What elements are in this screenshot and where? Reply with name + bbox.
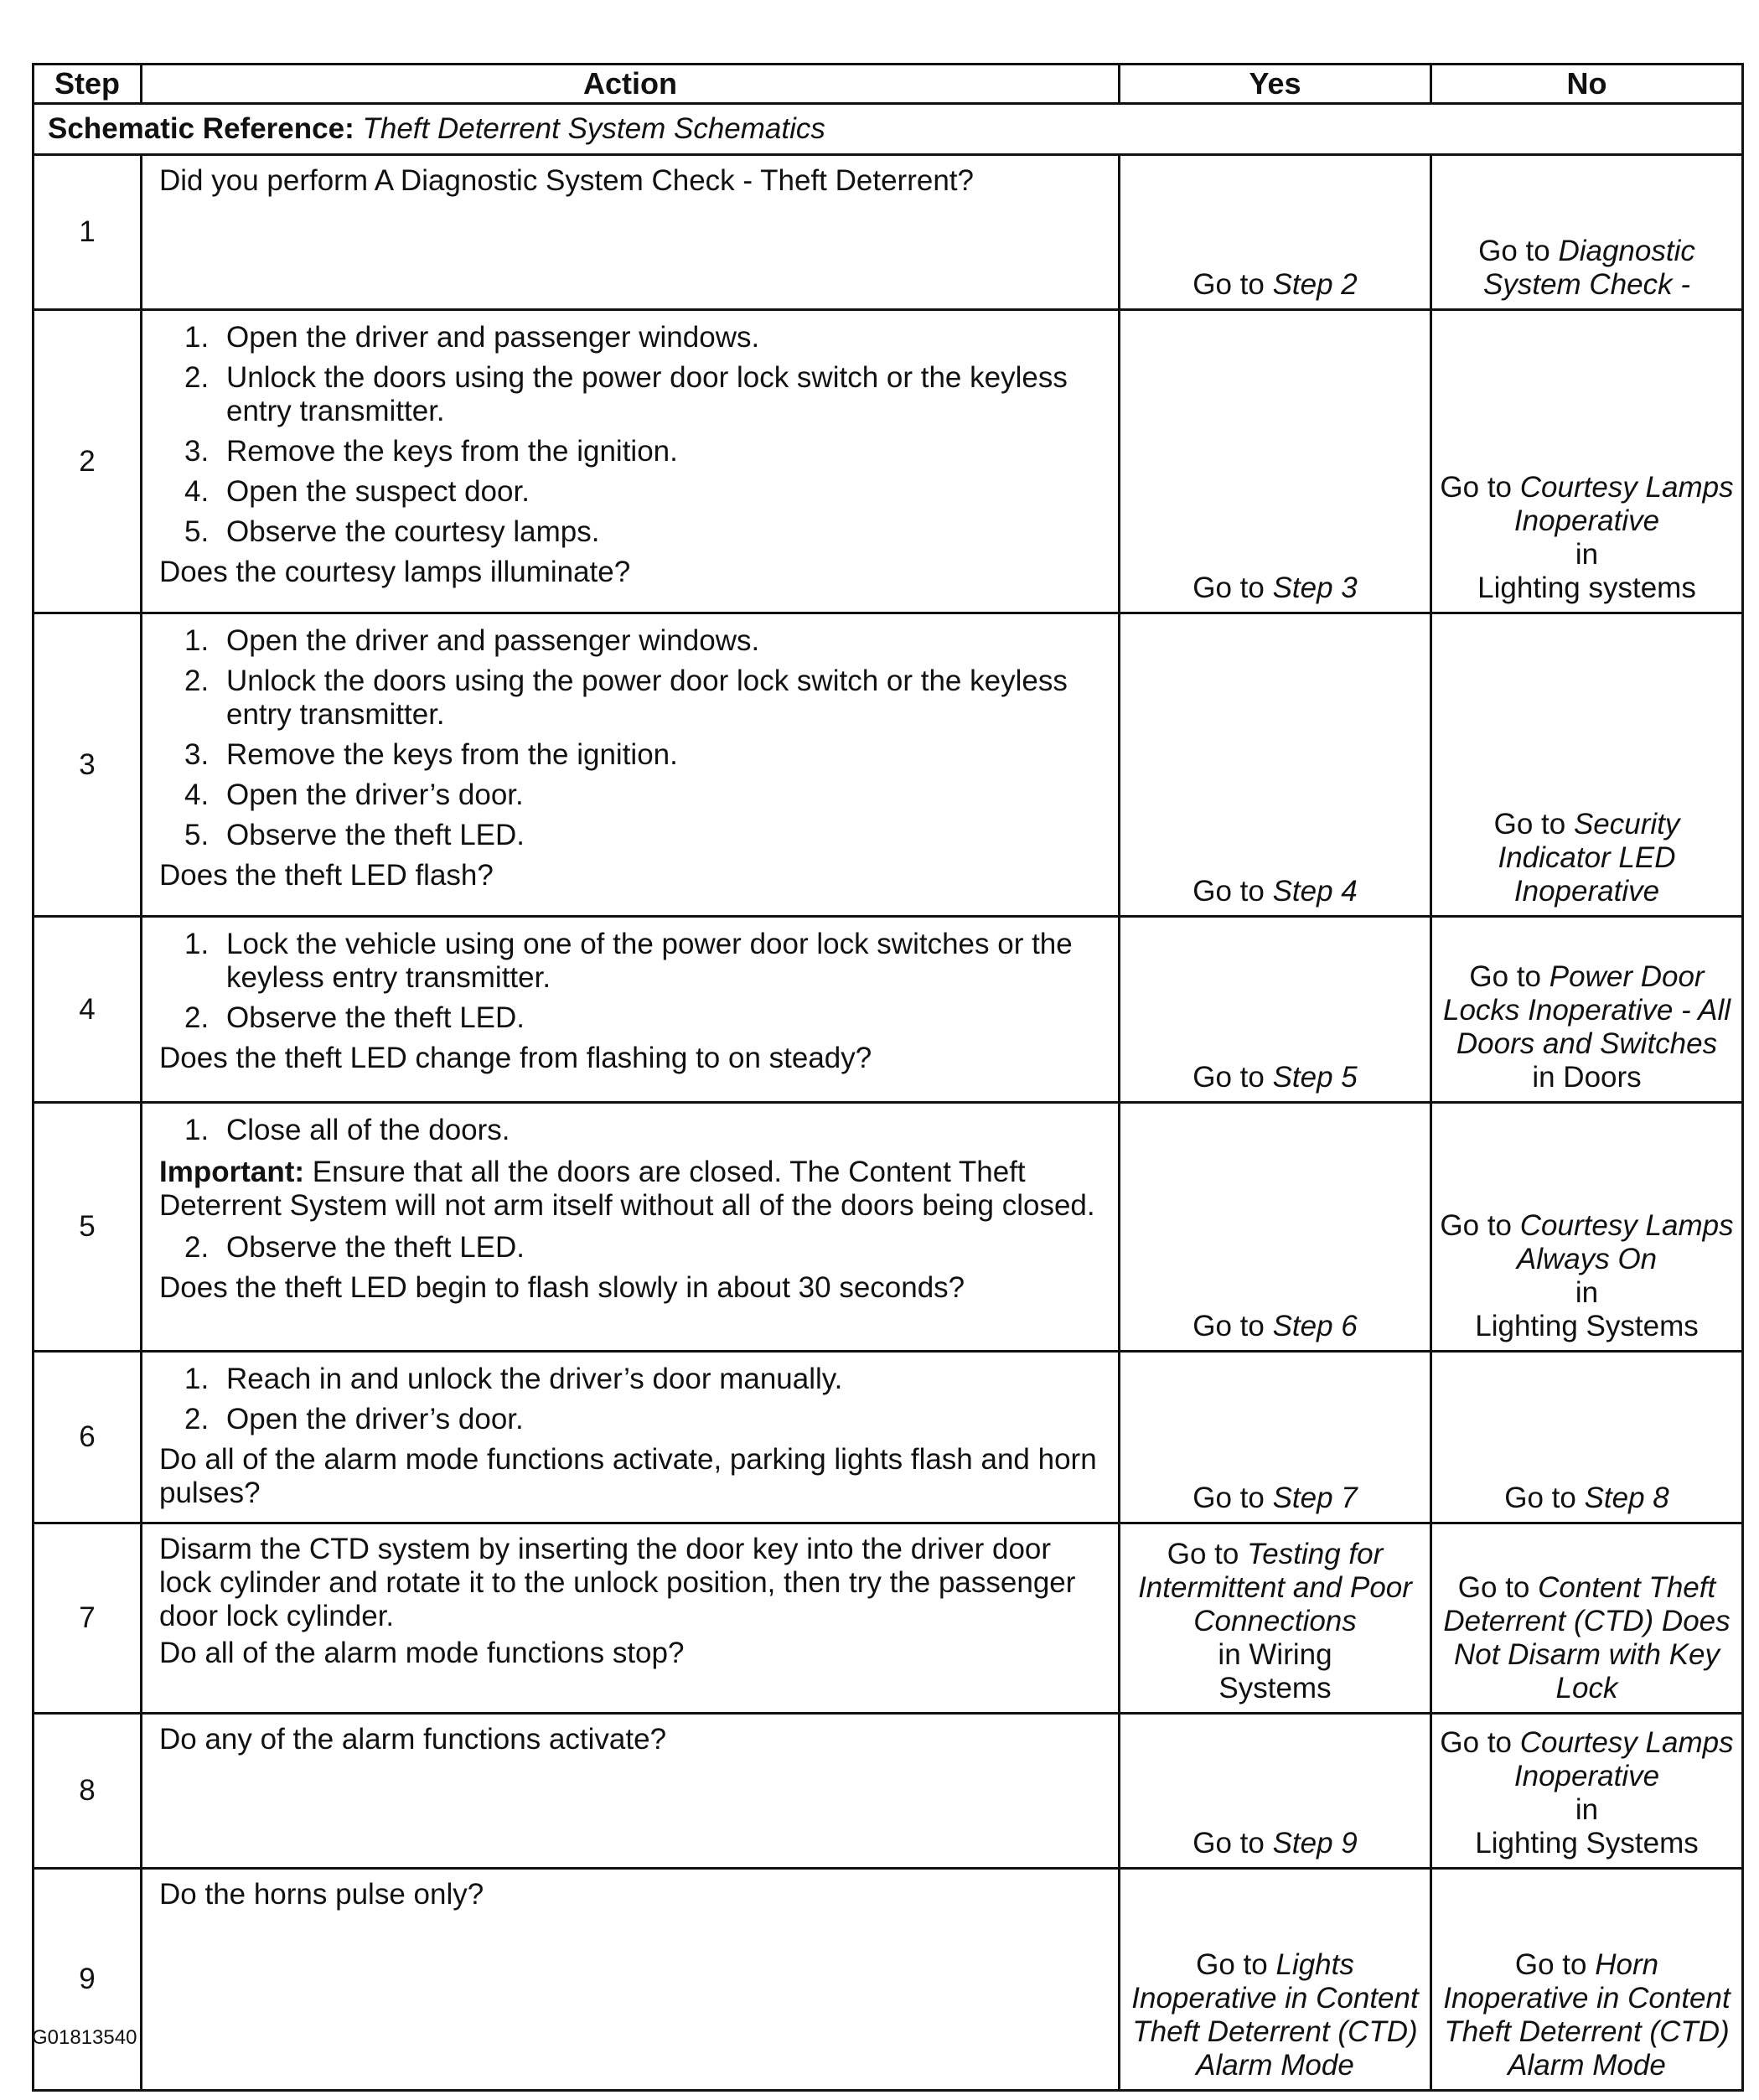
- yes-cell: [1120, 1714, 1431, 1869]
- yes-cell: [1120, 1523, 1431, 1714]
- no-cell: [1431, 1352, 1743, 1523]
- list-item: [159, 435, 1108, 468]
- item-number: 3.: [184, 435, 210, 468]
- header-action: Action: [142, 65, 1120, 104]
- important-label: Important:: [159, 1156, 305, 1188]
- goto-suffix: Lighting Systems: [1475, 1827, 1699, 1859]
- goto-prefix: Go to: [1457, 1571, 1530, 1604]
- goto-suffix: Systems: [1218, 1672, 1332, 1704]
- item-number: 2.: [184, 1231, 210, 1264]
- action-cell: [142, 155, 1120, 310]
- goto-prefix: Go to: [1440, 1726, 1513, 1759]
- table-row: [34, 310, 1743, 613]
- item-number: 1.: [184, 1363, 210, 1395]
- yes-link[interactable]: Lights Inoperative in Content Theft Deterrent (CTD) Alarm Mode: [1131, 1948, 1419, 2082]
- no-cell: [1431, 310, 1743, 613]
- item-text: Unlock the doors using the power door lock switch or the keyless entry transmitter.: [226, 665, 1068, 731]
- item-text: Observe the theft LED.: [226, 1001, 525, 1034]
- goto-prefix: Go to: [1192, 1061, 1265, 1094]
- item-text: Open the suspect door.: [226, 475, 530, 508]
- step-number: 4: [34, 917, 142, 1103]
- no-cell: [1431, 155, 1743, 310]
- list-item: [159, 1403, 1108, 1436]
- action-cell: [142, 1103, 1120, 1352]
- goto-suffix: in Wiring: [1218, 1638, 1332, 1671]
- yes-link[interactable]: Step 2: [1272, 268, 1358, 301]
- no-link[interactable]: Courtesy Lamps Inoperative: [1513, 1726, 1734, 1792]
- goto-prefix: Go to: [1440, 1209, 1513, 1242]
- item-number: 1.: [184, 321, 210, 354]
- question-text: Does the theft LED begin to flash slowly in about 30 seconds?: [159, 1271, 965, 1304]
- list-item: [159, 361, 1108, 428]
- goto-prefix: Go to: [1167, 1538, 1239, 1570]
- item-text: Lock the vehicle using one of the power door lock switches or the keyless entry transmitter.: [226, 928, 1073, 994]
- list-item: [159, 665, 1108, 732]
- no-cell: [1431, 1714, 1743, 1869]
- important-note: [159, 1156, 1108, 1223]
- goto-prefix: Go to: [1192, 572, 1265, 604]
- item-text: Unlock the doors using the power door lock switch or the keyless entry transmitter.: [226, 361, 1068, 427]
- goto-prefix: Go to: [1196, 1948, 1268, 1981]
- yes-cell: [1120, 155, 1431, 310]
- item-number: 5.: [184, 515, 210, 548]
- question-text: Do all of the alarm mode functions stop?: [159, 1637, 685, 1669]
- schematic-reference: [34, 104, 1743, 155]
- yes-cell: [1120, 310, 1431, 613]
- procedure-list: [159, 1114, 1108, 1147]
- step-number: 9: [34, 1869, 142, 2091]
- item-number: 1.: [184, 1114, 210, 1146]
- schematic-reference-row: [34, 104, 1743, 155]
- item-text: Reach in and unlock the driver’s door manually.: [226, 1363, 843, 1395]
- goto-suffix: in: [1575, 1793, 1599, 1826]
- list-item: [159, 819, 1108, 852]
- diagnostic-table: [32, 63, 1744, 2092]
- schematic-reference-label: Schematic Reference:: [48, 112, 354, 145]
- item-text: Open the driver’s door.: [226, 1403, 524, 1435]
- table-row: [34, 613, 1743, 917]
- procedure-list: [159, 321, 1108, 549]
- figure-code: G01813540: [32, 2026, 137, 2049]
- item-number: 2.: [184, 665, 210, 697]
- action-cell: [142, 1714, 1120, 1869]
- item-number: 1.: [184, 928, 210, 960]
- goto-prefix: Go to: [1192, 268, 1265, 301]
- no-link[interactable]: Step 8: [1584, 1482, 1669, 1514]
- header-row: [34, 65, 1743, 104]
- question-text: Did you perform A Diagnostic System Check - Theft Deterrent?: [159, 164, 974, 197]
- item-number: 4.: [184, 778, 210, 811]
- list-item: [159, 778, 1108, 812]
- list-item: [159, 1363, 1108, 1396]
- item-text: Close all of the doors.: [226, 1114, 510, 1146]
- item-text: Open the driver and passenger windows.: [226, 321, 760, 354]
- item-text: Observe the courtesy lamps.: [226, 515, 600, 548]
- list-item: [159, 738, 1108, 772]
- goto-prefix: Go to: [1469, 960, 1542, 993]
- item-number: 5.: [184, 819, 210, 851]
- yes-link[interactable]: Step 9: [1272, 1827, 1358, 1859]
- action-cell: [142, 1523, 1120, 1714]
- step-number: 1: [34, 155, 142, 310]
- yes-link[interactable]: Step 5: [1272, 1061, 1358, 1094]
- list-item: [159, 928, 1108, 995]
- instruction-text: Disarm the CTD system by inserting the door key into the driver door lock cylinder and rotate it to the unlock position, then try the passenger door lock cylinder.: [159, 1533, 1076, 1632]
- item-text: Open the driver’s door.: [226, 778, 524, 811]
- no-link[interactable]: Content Theft Deterrent (CTD) Does Not Disarm with Key Lock: [1443, 1571, 1731, 1704]
- no-link[interactable]: Courtesy Lamps Always On: [1516, 1209, 1734, 1275]
- item-number: 1.: [184, 624, 210, 657]
- table-row: [34, 917, 1743, 1103]
- list-item: [159, 1114, 1108, 1147]
- no-link[interactable]: Horn Inoperative in Content Theft Deterrent (CTD) Alarm Mode: [1443, 1948, 1731, 2082]
- question-text: Does the courtesy lamps illuminate?: [159, 556, 631, 588]
- yes-link[interactable]: Step 3: [1272, 572, 1358, 604]
- list-item: [159, 515, 1108, 549]
- goto-prefix: Go to: [1493, 808, 1566, 841]
- item-number: 2.: [184, 1001, 210, 1034]
- step-number: 8: [34, 1714, 142, 1869]
- yes-cell: [1120, 1352, 1431, 1523]
- no-link[interactable]: Security Indicator LED Inoperative: [1498, 808, 1680, 908]
- goto-prefix: Go to: [1514, 1948, 1587, 1981]
- action-cell: [142, 1869, 1120, 2091]
- goto-prefix: Go to: [1192, 875, 1265, 908]
- question-text: Do all of the alarm mode functions activate, parking lights flash and horn pulses?: [159, 1443, 1097, 1509]
- yes-link[interactable]: Testing for Intermittent and Poor Connections: [1138, 1538, 1412, 1637]
- question-text: Do the horns pulse only?: [159, 1878, 484, 1911]
- step-number: 7: [34, 1523, 142, 1714]
- table-row: [34, 1352, 1743, 1523]
- question-text: Does the theft LED change from flashing to on steady?: [159, 1042, 872, 1074]
- goto-suffix: in Doors: [1532, 1061, 1642, 1094]
- yes-cell: [1120, 613, 1431, 917]
- step-number: 2: [34, 310, 142, 613]
- question-text: Does the theft LED flash?: [159, 859, 494, 892]
- goto-suffix: in: [1575, 538, 1599, 571]
- goto-suffix: Lighting Systems: [1475, 1310, 1699, 1342]
- list-item: [159, 624, 1108, 658]
- no-link[interactable]: Courtesy Lamps Inoperative: [1513, 471, 1734, 537]
- no-cell: [1431, 917, 1743, 1103]
- header-yes: Yes: [1120, 65, 1431, 104]
- list-item: [159, 475, 1108, 509]
- list-item: [159, 1231, 1108, 1265]
- yes-cell: [1120, 1869, 1431, 2091]
- header-step: Step: [34, 65, 142, 104]
- step-number: 5: [34, 1103, 142, 1352]
- goto-suffix: in: [1575, 1276, 1599, 1309]
- list-item: [159, 1001, 1108, 1035]
- header-no: No: [1431, 65, 1743, 104]
- table-row: [34, 1103, 1743, 1352]
- table-row: [34, 155, 1743, 310]
- action-cell: [142, 917, 1120, 1103]
- no-cell: [1431, 613, 1743, 917]
- item-text: Remove the keys from the ignition.: [226, 738, 678, 771]
- important-text: Ensure that all the doors are closed. The Content Theft Deterrent System will not arm itself without all of the doors being closed.: [159, 1156, 1095, 1222]
- yes-cell: [1120, 1103, 1431, 1352]
- no-cell: [1431, 1103, 1743, 1352]
- item-text: Observe the theft LED.: [226, 1231, 525, 1264]
- no-link[interactable]: Diagnostic System Check -: [1483, 235, 1695, 301]
- table-row: [34, 1869, 1743, 2091]
- yes-cell: [1120, 917, 1431, 1103]
- table-row: [34, 1523, 1743, 1714]
- action-cell: [142, 613, 1120, 917]
- no-cell: [1431, 1523, 1743, 1714]
- goto-prefix: Go to: [1192, 1310, 1265, 1342]
- goto-prefix: Go to: [1440, 471, 1513, 504]
- item-number: 3.: [184, 738, 210, 771]
- yes-link[interactable]: Step 7: [1272, 1482, 1358, 1514]
- goto-prefix: Go to: [1192, 1482, 1265, 1514]
- yes-link[interactable]: Step 4: [1272, 875, 1358, 908]
- procedure-list: [159, 1231, 1108, 1265]
- procedure-list: [159, 624, 1108, 852]
- yes-link[interactable]: Step 6: [1272, 1310, 1358, 1342]
- action-cell: [142, 310, 1120, 613]
- table-row: [34, 1714, 1743, 1869]
- action-cell: [142, 1352, 1120, 1523]
- goto-prefix: Go to: [1504, 1482, 1576, 1514]
- procedure-list: [159, 1363, 1108, 1436]
- question-text: Do any of the alarm functions activate?: [159, 1723, 667, 1756]
- goto-prefix: Go to: [1192, 1827, 1265, 1859]
- item-number: 2.: [184, 361, 210, 394]
- item-number: 2.: [184, 1403, 210, 1435]
- no-link[interactable]: Power Door Locks Inoperative - All Doors and Switches: [1442, 960, 1731, 1060]
- step-number: 6: [34, 1352, 142, 1523]
- no-cell: [1431, 1869, 1743, 2091]
- procedure-list: [159, 928, 1108, 1035]
- step-number: 3: [34, 613, 142, 917]
- goto-suffix: Lighting systems: [1477, 572, 1696, 604]
- item-text: Observe the theft LED.: [226, 819, 525, 851]
- schematic-reference-link[interactable]: Theft Deterrent System Schematics: [362, 112, 825, 145]
- item-number: 4.: [184, 475, 210, 508]
- goto-prefix: Go to: [1478, 235, 1550, 267]
- item-text: Remove the keys from the ignition.: [226, 435, 678, 468]
- item-text: Open the driver and passenger windows.: [226, 624, 760, 657]
- list-item: [159, 321, 1108, 354]
